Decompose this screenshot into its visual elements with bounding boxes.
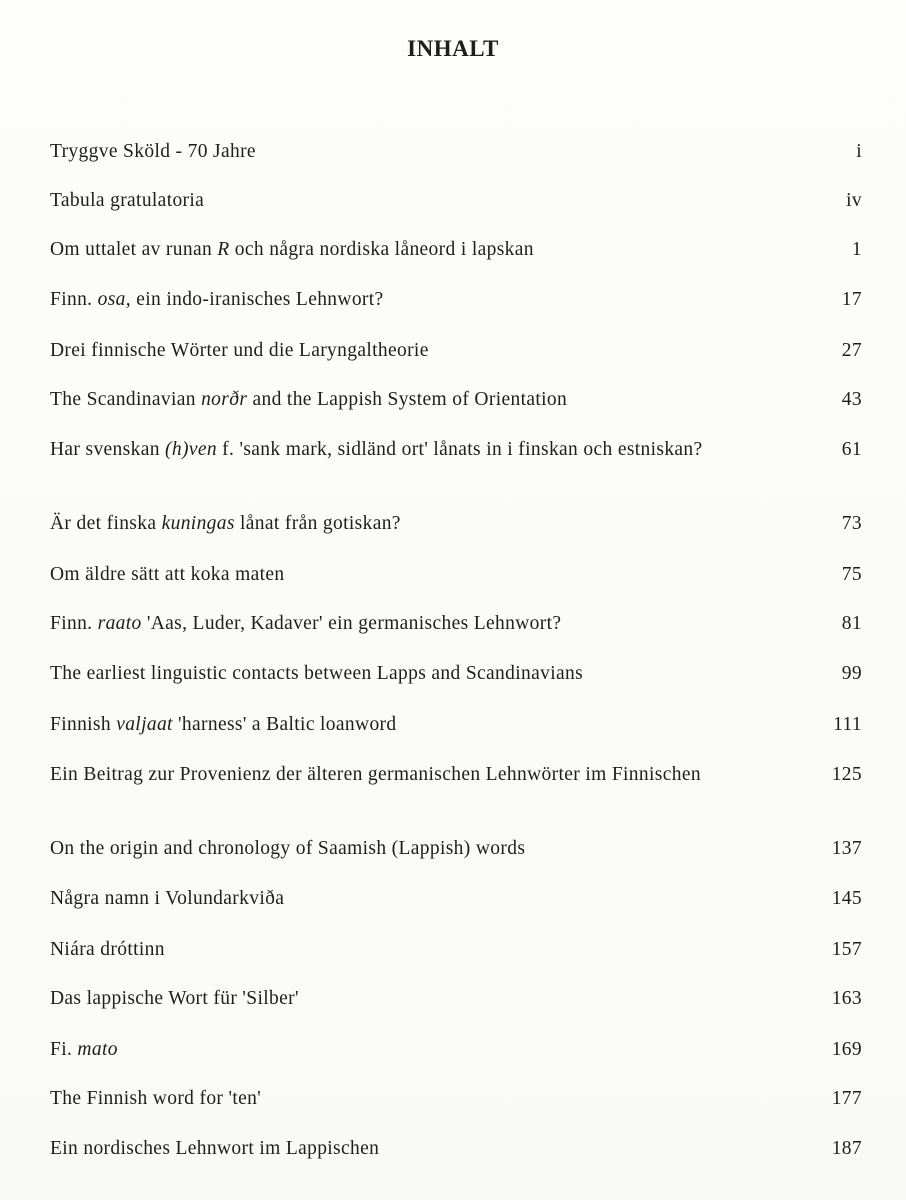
entry-title: The earliest linguistic contacts between Lapps and Scandinavians [50,663,584,684]
entry-title: Är det finska kuningas lånat från gotiskan? [50,513,401,534]
entry-page: iv [846,190,862,211]
entry-title: Ein nordisches Lehnwort im Lappischen [50,1138,380,1159]
entry-title: Har svenskan (h)ven f. 'sank mark, sidländ ort' lånats in i finskan och estniskan? [50,439,703,460]
entry-title: Tabula gratulatoria [50,190,205,211]
entry-title: On the origin and chronology of Saamish (Lappish) words [50,838,526,859]
toc-entry [50,1136,862,1161]
entry-page: 163 [831,988,862,1009]
toc-entry [50,762,862,787]
entry-title: Fi. mato [50,1039,118,1060]
entry-title: Om äldre sätt att koka maten [50,564,285,585]
toc-entry [50,611,862,636]
entry-page: 75 [841,564,862,585]
entry-title: Ein Beitrag zur Provenienz der älteren germanischen Lehnwörter im Finnischen [50,764,701,785]
entry-page: 43 [841,389,862,410]
toc-entry [50,338,862,363]
entry-title: Tryggve Sköld - 70 Jahre [50,141,256,162]
toc-entry [50,937,862,962]
page-title: INHALT [407,36,499,61]
toc-entry [50,836,862,861]
toc-entry [50,511,862,536]
toc-entry [50,1037,862,1062]
toc-entry [50,562,862,587]
toc-entry [50,237,862,262]
entry-page: 177 [831,1088,862,1109]
entry-page: 99 [841,663,862,684]
entry-title: Finn. osa, ein indo-iranisches Lehnwort? [50,289,384,310]
entry-title: Några namn i Volundarkviða [50,888,285,909]
entry-title: The Finnish word for 'ten' [50,1088,262,1109]
entry-page: 81 [841,613,862,634]
entry-page: 137 [831,838,862,859]
toc-entry [50,886,862,911]
entry-title: Das lappische Wort für 'Silber' [50,988,299,1009]
entry-title: The Scandinavian norðr and the Lappish System of Orientation [50,389,568,410]
entry-page: 27 [841,340,862,361]
entry-page: 73 [841,513,862,534]
toc-entry [50,287,862,312]
toc-entry [50,188,862,213]
entry-page: 187 [831,1138,862,1159]
entry-page: 17 [841,289,862,310]
entry-page: i [856,141,862,162]
entry-title: Finn. raato 'Aas, Luder, Kadaver' ein germanisches Lehnwort? [50,613,562,634]
toc-entry [50,712,862,737]
entry-page: 169 [831,1039,862,1060]
entry-page: 1 [851,239,862,260]
toc-entry [50,139,862,164]
toc-entry [50,986,862,1011]
entry-page: 125 [831,764,862,785]
toc-entry [50,437,862,462]
entry-title: Niára dróttinn [50,939,165,960]
entry-page: 157 [831,939,862,960]
entry-title: Om uttalet av runan R och några nordiska låneord i lapskan [50,239,534,260]
entry-title: Drei finnische Wörter und die Laryngaltheorie [50,340,429,361]
toc-entry [50,661,862,686]
toc-entry [50,387,862,412]
entry-page: 111 [833,714,862,735]
entry-title: Finnish valjaat 'harness' a Baltic loanword [50,714,397,735]
toc-entry [50,1086,862,1111]
entry-page: 61 [841,439,862,460]
entry-page: 145 [831,888,862,909]
